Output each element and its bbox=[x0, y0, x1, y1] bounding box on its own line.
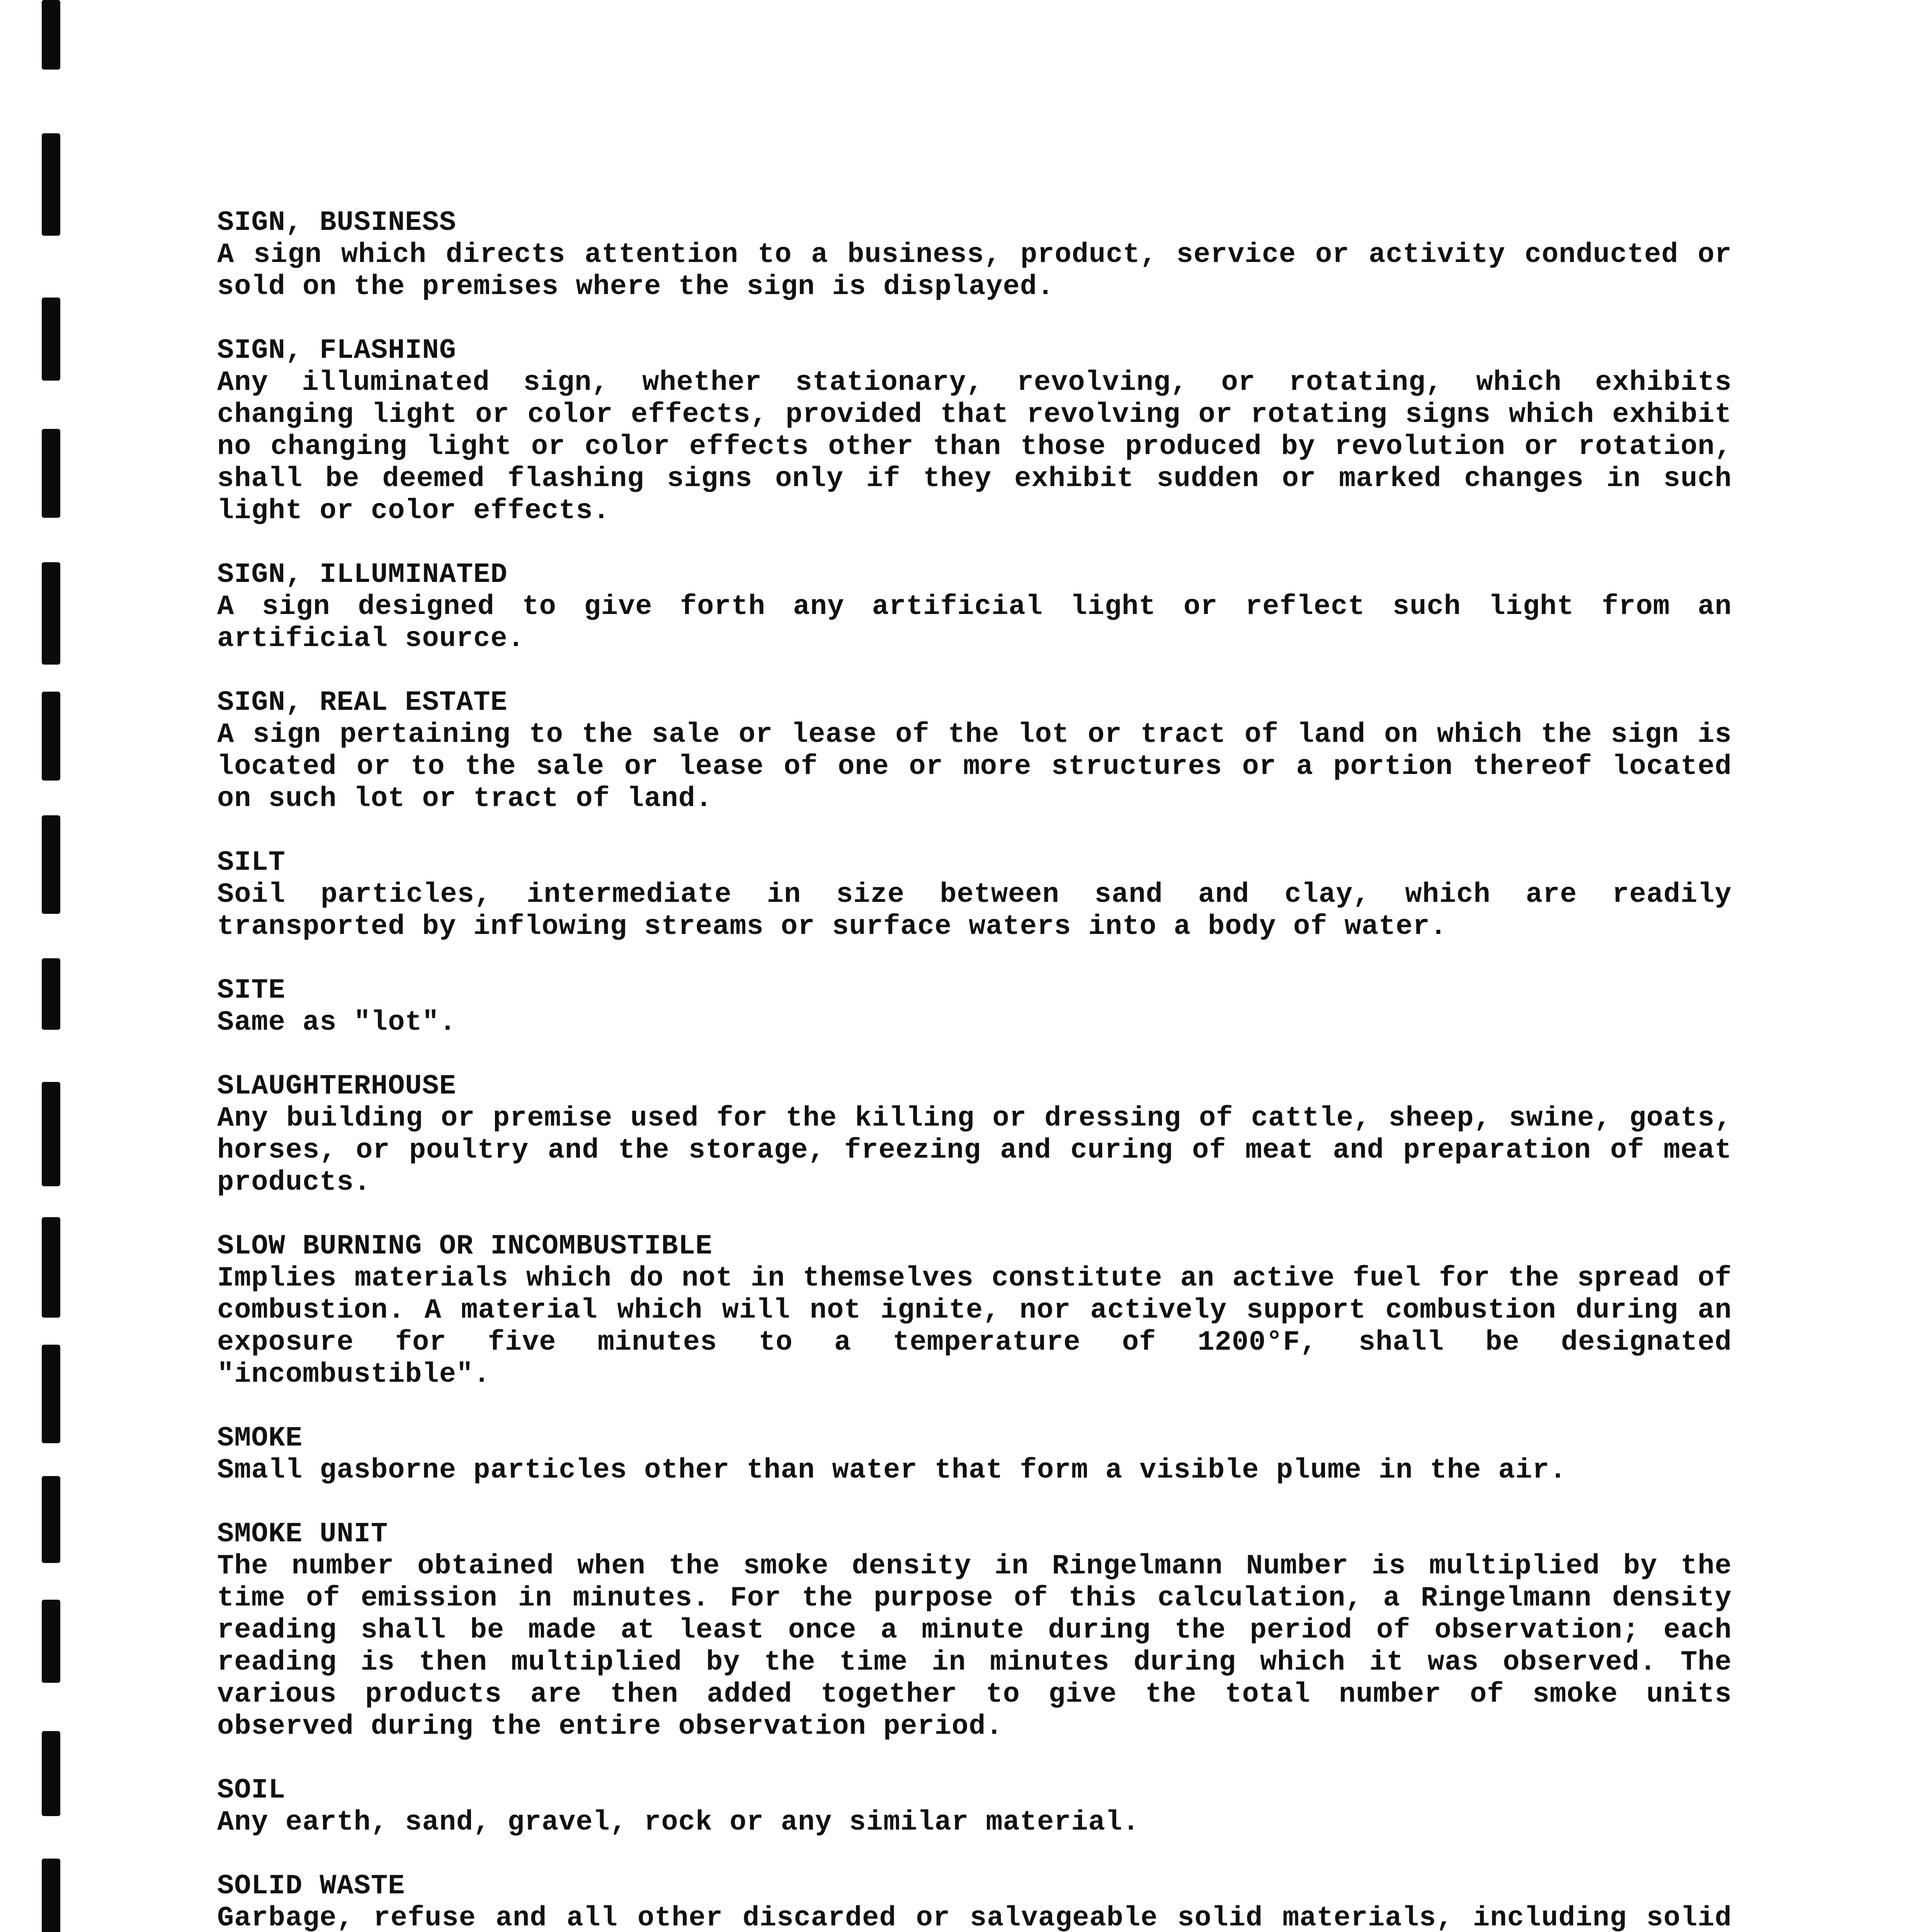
definition-entry bbox=[217, 559, 1732, 655]
definition-entry bbox=[217, 687, 1732, 815]
definition-entry bbox=[217, 207, 1732, 303]
term-heading: SILT bbox=[217, 847, 286, 878]
term-heading: SMOKE bbox=[217, 1422, 303, 1454]
term-heading: SIGN, ILLUMINATED bbox=[217, 559, 508, 590]
definition-entry bbox=[217, 1230, 1732, 1391]
term-definition: Any earth, sand, gravel, rock or any similar material. bbox=[217, 1806, 1140, 1838]
binding-mark bbox=[42, 1476, 60, 1563]
term-heading: SLAUGHTERHOUSE bbox=[217, 1070, 456, 1102]
term-heading: SIGN, REAL ESTATE bbox=[217, 687, 508, 718]
definitions-list bbox=[217, 207, 1732, 1932]
binding-mark bbox=[42, 0, 60, 70]
binding-mark bbox=[42, 133, 60, 236]
term-heading: SIGN, BUSINESS bbox=[217, 207, 456, 238]
term-heading: SOIL bbox=[217, 1774, 286, 1806]
definition-entry bbox=[217, 975, 1732, 1039]
term-heading: SOLID WASTE bbox=[217, 1870, 405, 1902]
term-definition: Any illuminated sign, whether stationary, revolving, or rotating, which exhibits changing light or color effects, provided that revolving or rotating signs which exhibit no changing light or color effects other than those produced by revolution or rotation, shall be deemed flashing signs only if they exhibit sudden or marked changes in such light or color effects. bbox=[217, 367, 1732, 527]
term-heading: SMOKE UNIT bbox=[217, 1518, 388, 1550]
definition-entry bbox=[217, 1422, 1732, 1486]
definition-entry bbox=[217, 335, 1732, 527]
binding-mark bbox=[42, 692, 60, 781]
binding-mark bbox=[42, 429, 60, 518]
binding-mark bbox=[42, 562, 60, 665]
binding-marks bbox=[0, 0, 77, 1932]
binding-mark bbox=[42, 1600, 60, 1683]
term-definition: Small gasborne particles other than water that form a visible plume in the air. bbox=[217, 1454, 1567, 1486]
term-definition: Soil particles, intermediate in size between sand and clay, which are readily transported by inflowing streams or surface waters into a body of water. bbox=[217, 879, 1732, 942]
binding-mark bbox=[42, 1082, 60, 1186]
term-definition: Garbage, refuse and all other discarded or salvageable solid materials, including solid bbox=[217, 1902, 1732, 1932]
term-heading: SIGN, FLASHING bbox=[217, 335, 456, 366]
term-definition: Any building or premise used for the killing or dressing of cattle, sheep, swine, goats, horses, or poultry and the storage, freezing and curing of meat and preparation of meat products. bbox=[217, 1102, 1732, 1198]
term-definition: A sign which directs attention to a business, product, service or activity conducted or sold on the premises where the sign is displayed. bbox=[217, 239, 1732, 303]
term-definition: The number obtained when the smoke density in Ringelmann Number is multiplied by the time of emission in minutes. For the purpose of this calculation, a Ringelmann density reading shall be made at least once a minute during the period of observation; each reading is then multiplied by the time in minutes during which it was observed. The various products are then added together to give the total number of smoke units observed during the entire observation period. bbox=[217, 1550, 1732, 1742]
binding-mark bbox=[42, 815, 60, 914]
definition-entry bbox=[217, 1070, 1732, 1199]
term-heading: SLOW BURNING OR INCOMBUSTIBLE bbox=[217, 1230, 713, 1262]
binding-mark bbox=[42, 1859, 60, 1932]
definition-entry bbox=[217, 1518, 1732, 1743]
term-definition: A sign designed to give forth any artificial light or reflect such light from an artificial source. bbox=[217, 591, 1732, 655]
binding-mark bbox=[42, 1345, 60, 1443]
binding-mark bbox=[42, 1217, 60, 1318]
term-definition: Same as "lot". bbox=[217, 1007, 456, 1038]
term-heading: SITE bbox=[217, 975, 286, 1006]
term-definition: Implies materials which do not in themselves constitute an active fuel for the spread of combustion. A material which will not ignite, nor actively support combustion during an exposure for five minutes to a temperature of 1200°F, shall be designated "incombustible". bbox=[217, 1262, 1732, 1390]
binding-mark bbox=[42, 1731, 60, 1816]
definition-entry bbox=[217, 1774, 1732, 1838]
binding-mark bbox=[42, 298, 60, 381]
definition-entry bbox=[217, 847, 1732, 943]
term-definition: A sign pertaining to the sale or lease of the lot or tract of land on which the sign is located or to the sale or lease of one or more structures or a portion thereof located on such lot or tract of land. bbox=[217, 719, 1732, 815]
binding-mark bbox=[42, 958, 60, 1030]
definition-entry bbox=[217, 1870, 1732, 1932]
